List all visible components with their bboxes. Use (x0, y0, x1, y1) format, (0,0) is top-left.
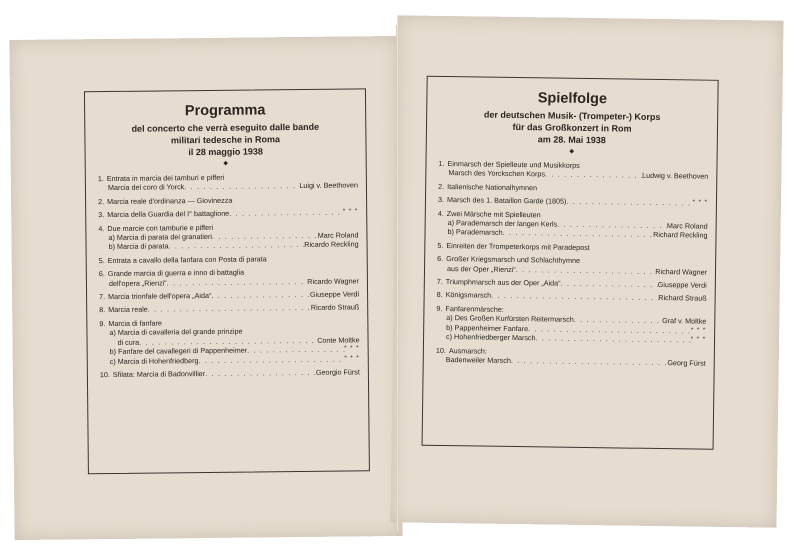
leader-dots (168, 240, 304, 251)
item-number: 6. (98, 269, 105, 279)
piece-title: aus der Oper „Rienzi“ (446, 263, 516, 274)
item-number: 9. (436, 303, 443, 313)
program-line (437, 277, 707, 290)
composer: Graf v. Moltke (662, 316, 707, 326)
composer: * * * (692, 199, 709, 206)
left-subtitle-2: militari tedesche in Roma (170, 134, 281, 146)
program-item (438, 182, 708, 195)
left-page (9, 36, 402, 540)
piece-title: Entrata in marcia dei tamburi e pifferi (106, 172, 225, 184)
leader-dots (566, 197, 692, 208)
composer: Richard Reckling (653, 230, 708, 241)
composer: * * * (344, 345, 360, 352)
composer: Ricardo Strauß (310, 302, 360, 313)
item-number: 9. (99, 318, 106, 328)
item-number: 6. (437, 254, 444, 264)
leader-dots (148, 303, 311, 314)
program-item (436, 345, 706, 368)
leader-dots (205, 368, 316, 379)
right-title: Spielfolge (537, 90, 608, 108)
program-line (99, 240, 359, 252)
item-number: 8. (436, 290, 443, 300)
piece-title: Entrata a cavallo della fanfara con Posta di parata (107, 254, 267, 265)
piece-title: Marcia trionfale dell'opera „Aida“ (108, 291, 212, 302)
item-number: 5. (437, 240, 444, 250)
program-item (437, 254, 707, 277)
item-number: 5. (98, 255, 105, 265)
composer: Richard Wagner (655, 266, 708, 277)
piece-title: Marsch des 1. Bataillon Garde (1805) (446, 195, 567, 206)
program-line (98, 181, 358, 193)
piece-title: b) Marcia di parata (108, 241, 169, 252)
piece-title: Ausmarsch: (448, 345, 487, 356)
composer: * * * (690, 336, 707, 343)
right-subtitle-1: der deutschen Musik- (Trompeter-) Korps (483, 109, 661, 123)
piece-title: Großer Kriegsmarsch und Schlachthymne (446, 254, 581, 266)
piece-title: Einmarsch der Spielleute und Musikkorps (447, 159, 580, 170)
program-item (99, 316, 359, 366)
item-number: 4. (437, 208, 444, 218)
program-item (437, 290, 707, 303)
piece-title: Italienische Nationalhymnen (447, 181, 538, 193)
piece-title: di cura (117, 337, 140, 347)
piece-title: a) Parademarsch der langen Kerls (447, 218, 558, 229)
composer: Marc Roland (666, 221, 708, 231)
right-page (390, 15, 783, 527)
leader-dots (167, 277, 308, 288)
program-item (437, 209, 707, 241)
item-number: 7. (436, 276, 443, 287)
program-item (99, 253, 359, 265)
piece-title: b) Fanfare del cavallegeri di Pappenheimer (109, 345, 248, 357)
piece-title: Fanfarenmärsche: (445, 303, 504, 314)
item-number: 8. (99, 305, 106, 315)
composer: Conte Moltke (317, 335, 360, 345)
item-number: 3. (98, 210, 105, 220)
leader-dots (535, 333, 690, 345)
composer: Marc Roland (317, 230, 359, 240)
item-number: 3. (437, 195, 445, 205)
program-line (98, 194, 358, 206)
leader-dots (491, 291, 658, 303)
program-line (100, 354, 360, 366)
composer: Luigi v. Beethoven (299, 180, 358, 191)
program-line (99, 276, 359, 288)
item-number: 4. (98, 223, 105, 233)
program-item (98, 171, 358, 193)
piece-title: Marcia reale (108, 305, 148, 315)
composer: * * * (344, 354, 360, 362)
item-number: 2. (438, 181, 445, 191)
composer: Giuseppe Verdi (657, 280, 707, 290)
leader-dots (511, 356, 668, 368)
leader-dots (184, 181, 299, 192)
program-line (99, 289, 359, 301)
right-program-frame (422, 76, 719, 450)
program-line (100, 367, 360, 379)
leader-dots (198, 354, 344, 365)
composer: Giuseppe Verdi (309, 289, 360, 299)
program-item (98, 221, 358, 252)
piece-title: Due marcie con tamburie e pifferi (107, 222, 214, 233)
program-item (436, 304, 706, 345)
right-heading (427, 89, 718, 148)
composer: Georgio Fürst (315, 367, 360, 377)
leader-dots (211, 290, 310, 300)
composer: * * * (690, 327, 707, 334)
leader-dots (503, 228, 654, 240)
program-line (99, 303, 359, 315)
program-item (438, 195, 708, 208)
program-item (98, 194, 358, 206)
program-item (99, 289, 359, 301)
leader-dots (561, 279, 658, 290)
item-number: 10. (435, 345, 446, 355)
composer: Ricardo Wagner (307, 276, 359, 286)
piece-title: Marsch des Yorckschen Korps (448, 168, 546, 179)
piece-title: c) Marcia di Hohenfriedberg (109, 355, 199, 366)
piece-title: a) Marcia di cavalleria del grande prinzipe (109, 326, 243, 338)
left-title: Programma (184, 102, 266, 120)
composer: * * * (342, 208, 359, 215)
program-item (437, 277, 707, 290)
diamond-ornament-icon: ◆ (223, 160, 229, 167)
piece-title: b) Parademarsch (447, 227, 503, 238)
piece-title: Marcia del coro di Yorck (107, 182, 185, 193)
piece-title: c) Hohenfriedberger Marsch (446, 332, 536, 343)
composer: Georg Fürst (667, 358, 706, 368)
piece-title: Sfilata: Marcia di Badonvillier (112, 368, 206, 379)
program-item (99, 303, 359, 315)
piece-title: b) Pappenheimer Fanfare (446, 322, 529, 333)
item-number: 10. (99, 369, 110, 380)
left-heading (85, 101, 366, 159)
program-item (100, 367, 360, 379)
right-subtitle-2: für das Großkonzert in Rom (512, 121, 632, 134)
program-line (99, 253, 359, 265)
left-program-list (86, 171, 368, 379)
program-line (438, 195, 708, 208)
piece-title: Badenweiler Marsch (445, 354, 511, 365)
item-number: 2. (98, 196, 105, 206)
piece-title: Marcia di fanfare (108, 318, 162, 328)
piece-title: Grande marcia di guerra e inno di battaglia (107, 267, 245, 279)
item-number: 1. (438, 158, 445, 168)
piece-title: Marcia della Guardia del I° battaglione (107, 208, 230, 220)
item-number: 7. (99, 292, 106, 302)
program-line (98, 208, 358, 220)
right-program-list (424, 159, 717, 368)
program-line (437, 290, 707, 303)
piece-title: a) Marcia di parata dei granatieri (108, 231, 212, 243)
composer: Ludwig v. Beethoven (642, 171, 709, 182)
leader-dots (545, 170, 642, 181)
leader-dots (516, 265, 656, 276)
left-program-frame (84, 88, 370, 474)
program-item (99, 267, 359, 289)
leader-dots (229, 208, 343, 219)
piece-title: Königsmarsch (445, 290, 492, 301)
program-line (437, 241, 707, 254)
composer: Ricardo Reckling (304, 239, 359, 250)
piece-title: Zwei Märsche mit Spielleuten (446, 208, 541, 219)
piece-title: a) Des Großen Kurfürsten Reitermarsch (446, 313, 574, 325)
composer: Richard Strauß (658, 293, 707, 304)
diamond-ornament-icon: ◆ (569, 148, 575, 155)
piece-title: Triumphmarsch aus der Oper „Aida“ (445, 277, 561, 288)
center-fold (396, 25, 399, 531)
piece-title: Einreiten der Trompeterkorps mit Paradepost (446, 240, 590, 252)
program-item (437, 241, 707, 254)
program-line (438, 182, 708, 195)
piece-title: Marcia reale d'ordinanza — Giovinezza (107, 195, 233, 206)
item-number: 1. (97, 174, 104, 184)
right-subtitle-3: am 28. Mai 1938 (537, 134, 606, 146)
piece-title: dell'opera „Rienzi“ (108, 278, 167, 288)
left-subtitle-3: il 28 maggio 1938 (188, 146, 263, 158)
program-item (438, 159, 708, 182)
program-item (98, 208, 358, 220)
left-subtitle-1: del concerto che verrà eseguito dalle bande (131, 121, 320, 134)
